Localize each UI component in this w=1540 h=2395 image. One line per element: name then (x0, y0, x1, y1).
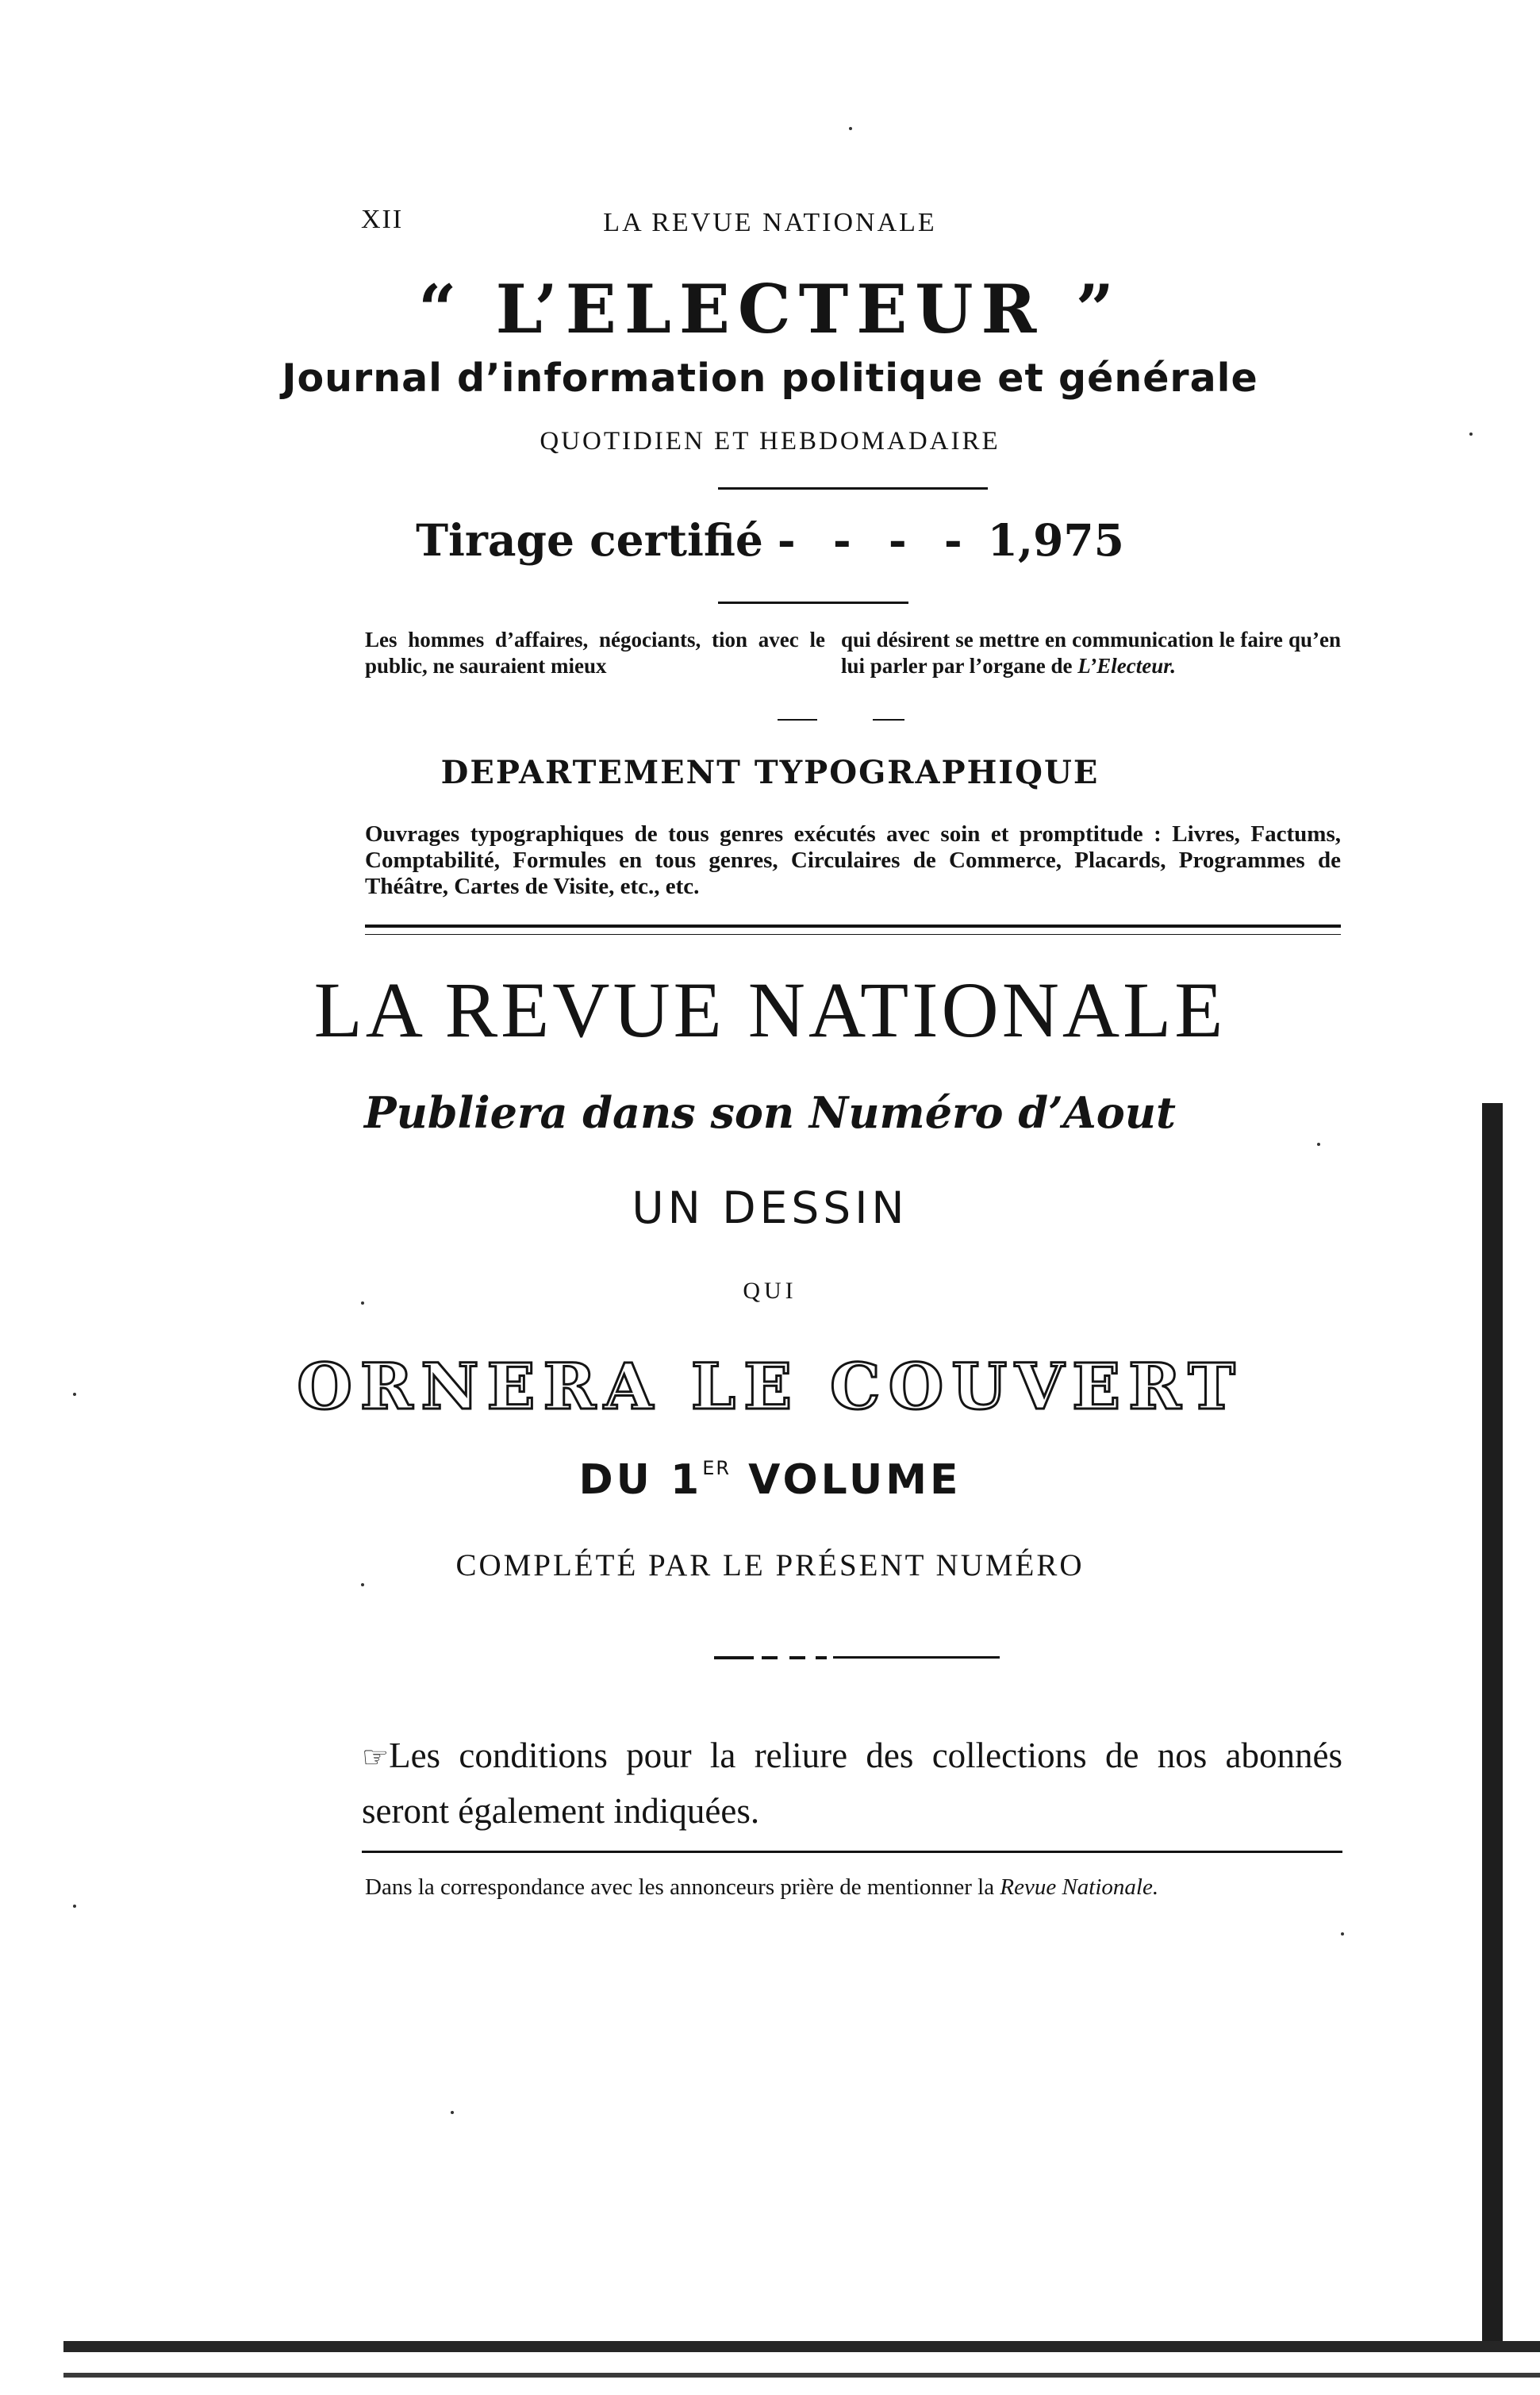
reliure-text: Les conditions pour la reliure des collections de nos abonnés seront également indiquées. (362, 1736, 1342, 1831)
qui-line: QUI (743, 1278, 797, 1304)
scan-speck (1341, 1932, 1344, 1936)
business-notice-right-text: qui désirent se mettre en communication le faire qu’en lui parler par l’organe de (841, 628, 1341, 678)
business-notice-right (841, 627, 1341, 679)
volume-sup: ER (702, 1457, 732, 1479)
scan-speck (361, 1583, 364, 1586)
divider (778, 719, 817, 721)
correspondence-notice (365, 1874, 1341, 1901)
reliure-notice (362, 1728, 1342, 1838)
divider (718, 487, 988, 490)
business-notice-left: Les hommes d’affaires, négociants, tion avec le public, ne sauraient mieux (365, 628, 825, 678)
scan-bottom-edge (63, 2373, 1540, 2378)
paper-name: L’Electeur. (1077, 654, 1176, 678)
footer-divider (362, 1851, 1342, 1853)
scan-speck (451, 2111, 454, 2114)
revue-name: Revue Nationale. (1000, 1874, 1159, 1900)
scan-speck (73, 1905, 76, 1908)
ornera-line: ORNERA LE COUVERT (297, 1349, 1243, 1424)
publiera-line: Publiera dans son Numéro d’Aout (364, 1087, 1176, 1138)
scan-edge-shadow (1482, 1103, 1503, 2341)
ornamental-rule (714, 1656, 1000, 1659)
tirage-value: 1,975 (987, 514, 1124, 566)
scan-speck (849, 127, 852, 130)
tirage-dashes: - - - - (777, 514, 974, 566)
divider (873, 719, 904, 721)
running-title: LA REVUE NATIONALE (603, 208, 937, 237)
section-divider (365, 925, 1341, 935)
volume-line (0, 1456, 1540, 1504)
scan-bottom-edge (63, 2341, 1540, 2352)
typo-department-heading: DEPARTEMENT TYPOGRAPHIQUE (440, 754, 1100, 791)
scan-speck (73, 1393, 76, 1396)
volume-pre: DU 1 (578, 1456, 703, 1504)
correspondence-text: Dans la correspondance avec les annonceurs prière de mentionner la (365, 1874, 995, 1900)
tirage-label: Tirage certifié (416, 514, 763, 566)
announcement-title: LA REVUE NATIONALE (313, 966, 1227, 1054)
complete-line: COMPLÉTÉ PAR LE PRÉSENT NUMÉRO (455, 1548, 1085, 1582)
page-number: XII (361, 205, 404, 234)
pointing-hand-icon: ☞ (362, 1740, 390, 1774)
scan-speck (1317, 1143, 1320, 1146)
tirage-line (0, 514, 1540, 566)
electeur-title: “ L’ELECTEUR ” (418, 270, 1122, 348)
typo-department-text: Ouvrages typographiques de tous genres exécutés avec soin et promptitude : Livres, Factums, Comptabilité, Formules en tous genres, Circulaires de Commerce, Placards, Programmes de Théâtre, Cartes de Visite, etc., etc. (365, 821, 1341, 899)
scan-speck (361, 1301, 364, 1305)
divider (718, 602, 908, 604)
dessin-line: UN DESSIN (632, 1182, 908, 1233)
scan-speck (1469, 432, 1473, 436)
electeur-subtitle: Journal d’information politique et générale (282, 356, 1258, 401)
volume-post: VOLUME (731, 1456, 962, 1504)
publication-frequency: QUOTIDIEN ET HEBDOMADAIRE (540, 427, 1000, 456)
